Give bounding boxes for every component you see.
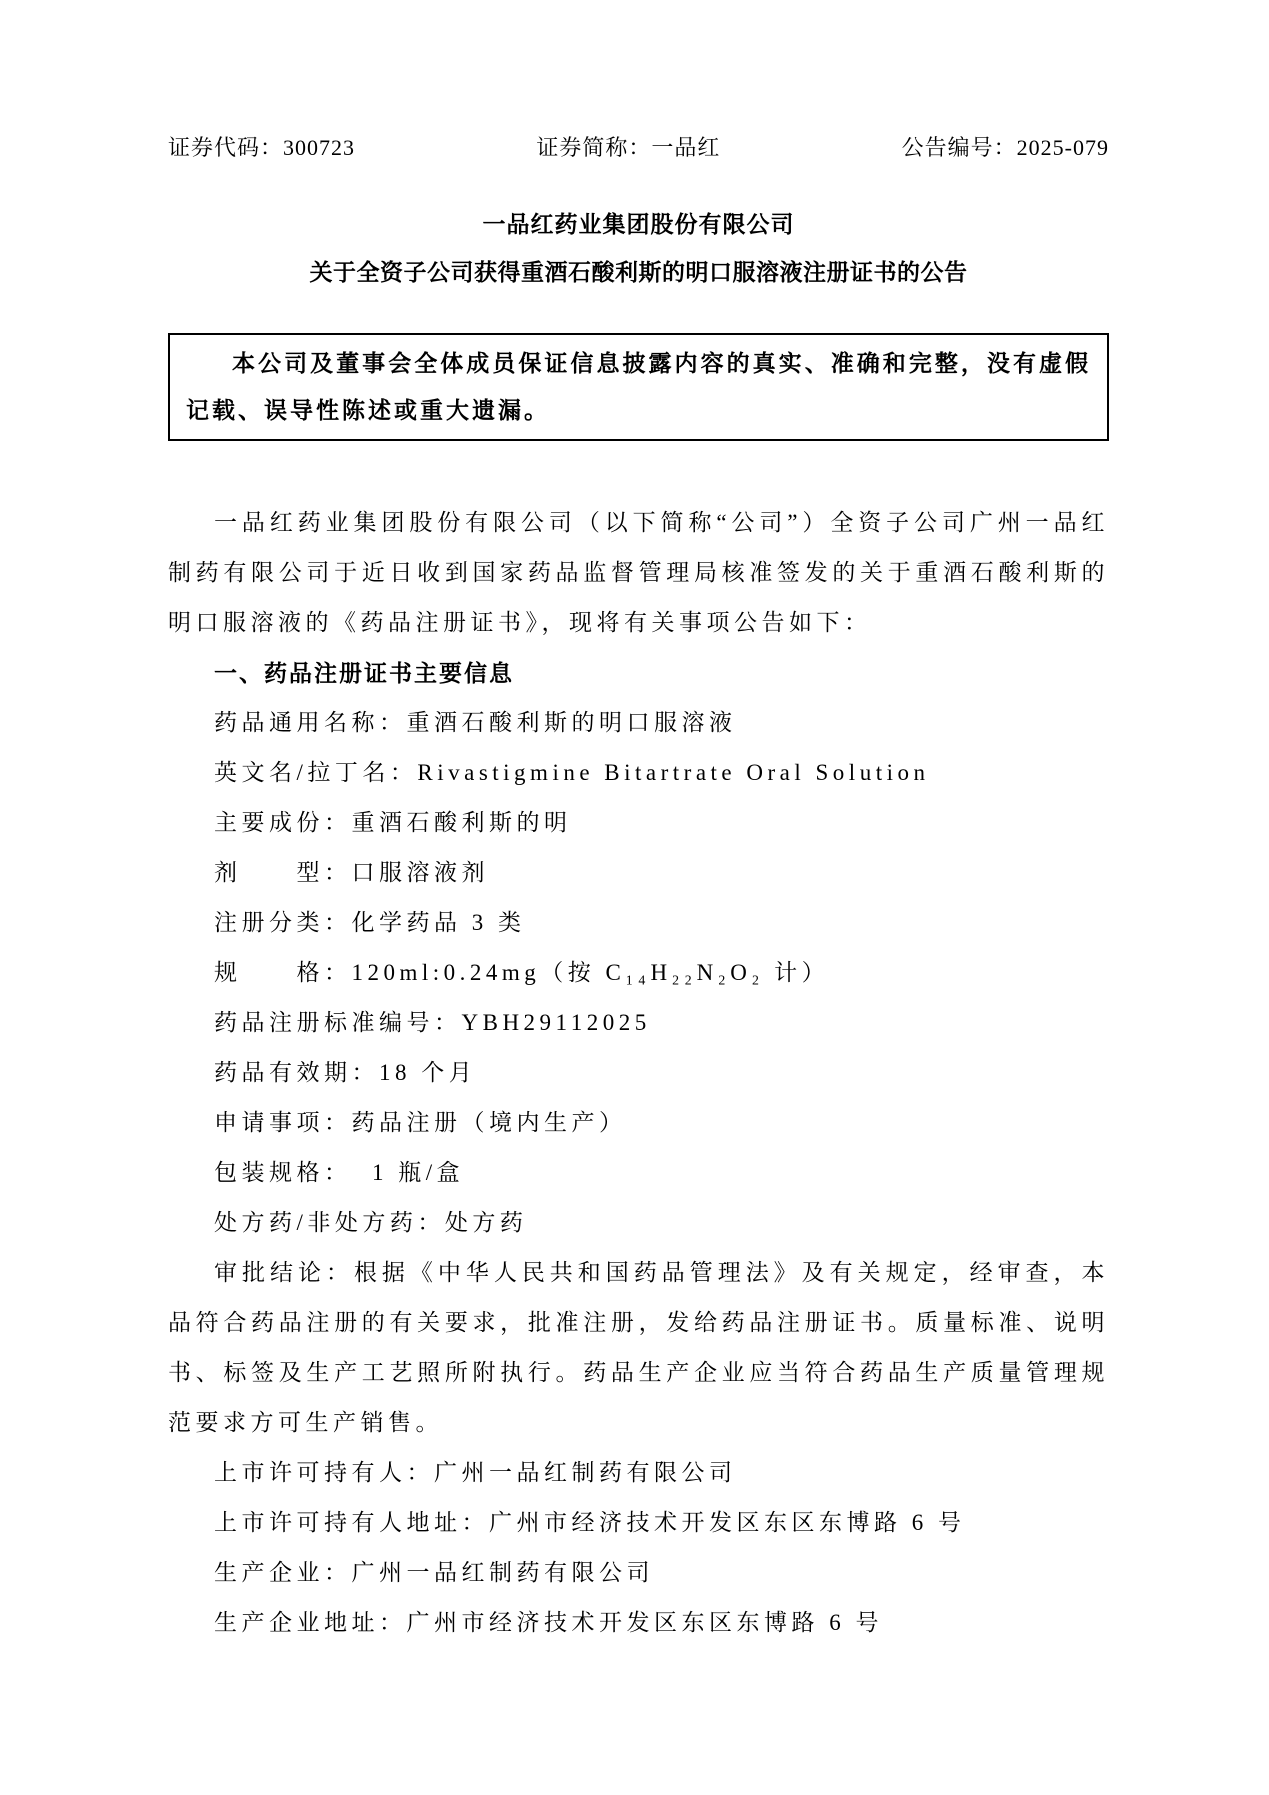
approval-conclusion-paragraph: 审批结论：根据《中华人民共和国药品管理法》及有关规定，经审查，本品符合药品注册的有关要求，批准注册，发给药品注册证书。质量标准、说明书、标签及生产工艺照所附执行。药品生产企业应当符合药品生产质量管理规范要求方可生产销售。 [168, 1260, 1109, 1435]
specification-line: 规 格：120ml:0.24mg（按 C₁₄H₂₂N₂O₂ 计） [214, 960, 830, 985]
stock-abbr: 证券简称：一品红 [536, 135, 721, 160]
section1-heading: 一、药品注册证书主要信息 [214, 660, 514, 686]
registration-class-line: 注册分类：化学药品 3 类 [214, 910, 526, 935]
stock-code: 证券代码：300723 [168, 135, 356, 160]
rx-type-line: 处方药/非处方药：处方药 [214, 1210, 528, 1235]
doc-header [168, 133, 1109, 163]
license-holder-line: 上市许可持有人：广州一品红制药有限公司 [214, 1460, 737, 1485]
company-title: 一品红药业集团股份有限公司 [482, 211, 795, 237]
disclaimer-box [168, 333, 1109, 441]
announcement-title: 关于全资子公司获得重酒石酸利斯的明口服溶液注册证书的公告 [309, 259, 968, 285]
announcement-number: 公告编号：2025-079 [901, 135, 1109, 160]
english-name-line: 英文名/拉丁名：Rivastigmine Bitartrate Oral Solution [214, 760, 930, 785]
manufacturer-line: 生产企业：广州一品红制药有限公司 [214, 1560, 654, 1585]
package-spec-line: 包装规格： 1 瓶/盒 [214, 1160, 465, 1185]
standard-number-line: 药品注册标准编号：YBH29112025 [214, 1010, 651, 1035]
generic-name-line: 药品通用名称：重酒石酸利斯的明口服溶液 [214, 710, 737, 735]
manufacturer-address-line: 生产企业地址：广州市经济技术开发区东区东博路 6 号 [214, 1610, 883, 1635]
intro-paragraph: 一品红药业集团股份有限公司（以下简称“公司”）全资子公司广州一品红制药有限公司于近日收到国家药品监督管理局核准签发的关于重酒石酸利斯的明口服溶液的《药品注册证书》，现将有关事项公告如下： [168, 510, 1109, 635]
disclaimer-text: 本公司及董事会全体成员保证信息披露内容的真实、准确和完整，没有虚假记载、误导性陈述或重大遗漏。 [186, 350, 1091, 423]
license-holder-address-line: 上市许可持有人地址：广州市经济技术开发区东区东博路 6 号 [214, 1510, 966, 1535]
validity-period-line: 药品有效期：18 个月 [214, 1060, 477, 1085]
main-ingredient-line: 主要成份：重酒石酸利斯的明 [214, 810, 572, 835]
dosage-form-line: 剂 型：口服溶液剂 [214, 860, 489, 885]
application-item-line: 申请事项：药品注册（境内生产） [214, 1110, 627, 1135]
